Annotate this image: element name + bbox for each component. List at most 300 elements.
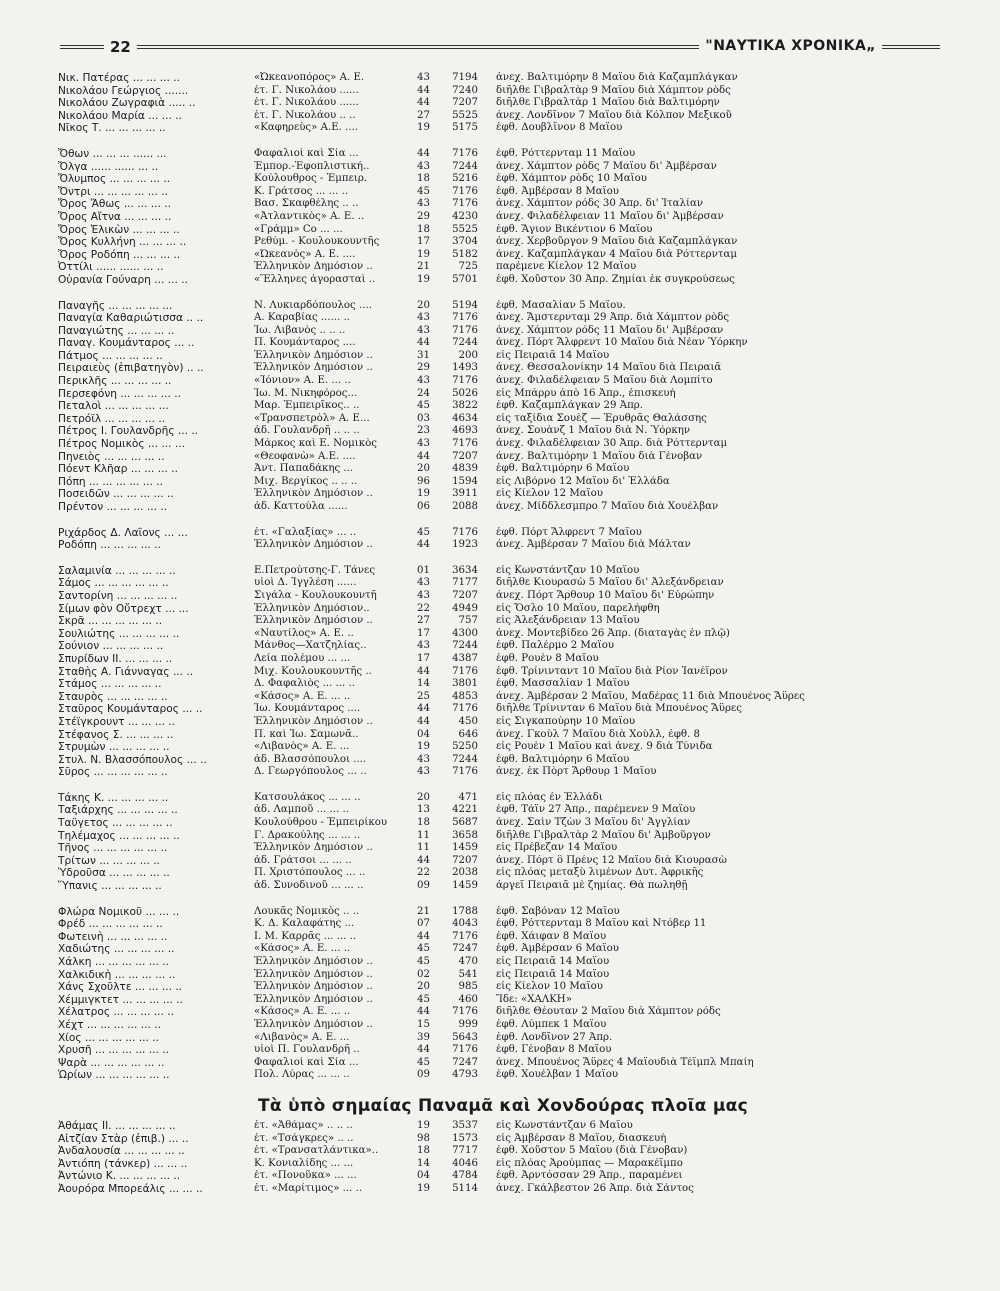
ship-status: ἀνεχ. Μοντεβίδεο 26 Ἀπρ. (διαταγὰς ἐν πλῷ): [496, 627, 730, 639]
ship-tonnage: 7244: [452, 753, 478, 765]
ship-row: [58, 1120, 948, 1133]
ship-owner: «Καφηρεὺς» Α.Ε. ....: [254, 122, 359, 134]
ship-owner: ἐτ. «Γαλαξίας» ... ..: [254, 526, 357, 538]
ship-row: [58, 1133, 948, 1146]
ship-row: [58, 956, 948, 969]
ship-row: [58, 388, 948, 401]
ship-name: Τῆνος ... ... ... ... ... ..: [58, 842, 168, 855]
ship-owner: Λεία πολέμου ... ...: [254, 652, 351, 664]
ship-tonnage: 1923: [452, 539, 478, 551]
ship-name: Σαλαμινία ... ... ... ... ..: [58, 564, 176, 577]
ship-built-year: 44: [417, 703, 430, 715]
ship-owner: υἱοὶ Π. Γουλανδρῆ ..: [254, 1044, 360, 1056]
ship-tonnage: 4853: [452, 690, 478, 702]
ship-tonnage: 3822: [452, 400, 478, 412]
ship-tonnage: 1459: [452, 842, 478, 854]
ship-owner: Ἑλληνικὸν Δημόσιον ..: [254, 261, 373, 273]
ship-tonnage: 5175: [452, 122, 478, 134]
ship-row: [58, 842, 948, 855]
ship-built-year: 21: [417, 905, 430, 917]
ship-status: ἀνεχ. Βαλτιμόρην 1 Μαΐου διὰ Γένοβαν: [496, 450, 703, 462]
ship-tonnage: 200: [458, 349, 478, 361]
ship-owner: «Κάσος» Α. Ε. ... ..: [254, 690, 351, 702]
ship-name: Οὐρανία Γούναρη ... ... ..: [58, 273, 188, 286]
ship-status: ἐφθ. Ἀμβέρσαν 6 Μαΐου: [496, 943, 619, 955]
ship-built-year: 15: [417, 1018, 430, 1030]
ship-built-year: 09: [417, 880, 430, 892]
ship-owner: υἱοὶ Δ. Ἰγγλέση ......: [254, 577, 357, 589]
ship-name: Ταΰγετος ... ... ... ... ..: [58, 817, 173, 830]
ship-tonnage: 2038: [452, 867, 478, 879]
ship-built-year: 45: [417, 526, 430, 538]
ship-status: ἐφθ. Τάϊν 27 Ἀπρ., παρέμενεν 9 Μαΐου: [496, 804, 696, 816]
ship-status: διῆλθε Τρίνινταν 6 Μαΐου διὰ Μπουένος Ἄϋρες: [496, 703, 742, 715]
ship-status: εἰς Πρέβεζαν 14 Μαΐου: [496, 842, 618, 854]
ship-owner: Βασ. Σκαφθέλης .. ..: [254, 198, 359, 210]
ship-row: [58, 261, 948, 274]
ship-row: [58, 590, 948, 603]
ship-name: Περικλῆς ... ... ... ... ..: [58, 375, 172, 388]
ship-owner: «Ἕλληνες ἀγορασταὶ ..: [254, 273, 376, 285]
ship-row: [58, 1057, 948, 1070]
ship-built-year: 19: [417, 1119, 430, 1131]
ship-row: [58, 792, 948, 805]
ship-row: [58, 981, 948, 994]
ship-status: ἐφθ. Χάιφαν 8 Μαΐου: [496, 930, 607, 942]
ship-status: εἰς Κίελον 12 Μαΐου: [496, 488, 603, 500]
ship-built-year: 11: [417, 842, 430, 854]
ship-tonnage: 471: [458, 791, 478, 803]
ship-name: Ὄντρι ... ... ... ... ... ..: [58, 185, 168, 198]
ship-status: ἐφθ. Ἅγιον Βικέντιον 6 Μαΐου: [496, 223, 653, 235]
ship-name: Πειραιεὺς (ἐπιβατηγὸν) .. ..: [58, 362, 204, 375]
ship-built-year: 04: [417, 728, 430, 740]
ship-owner: Κατσουλάκος ... ... ..: [254, 791, 361, 803]
ship-name: Ὄθων ... ... ... ...... ...: [58, 147, 167, 160]
ship-built-year: 44: [417, 539, 430, 551]
ship-name: Ἀουρόρα Μπορεάλις ... ... ..: [58, 1182, 203, 1195]
ship-built-year: 25: [417, 690, 430, 702]
ship-owner: «Ἀτλαντικὸς» Α. Ε. ..: [254, 210, 365, 222]
ship-tonnage: 7194: [452, 72, 478, 83]
ship-name: Περσεφόνη ... ... ... ... ..: [58, 387, 181, 400]
ship-name: Σίμων φὸν Οὔτρεχτ ... ...: [58, 602, 189, 615]
ship-row: [58, 716, 948, 729]
ship-status: ἐφθ. Βαλτιμόρην 6 Μαΐου: [496, 463, 630, 475]
ship-status: ἀνεχ. Ἀμβέρσαν 2 Μαΐου, Μαδέρας 11 διὰ Μπουένος Ἄϋρες: [496, 690, 805, 702]
ship-owner: Φαφαλιοὶ καὶ Σία ...: [254, 147, 359, 159]
ship-row: [58, 451, 948, 464]
ship-status: εἰς ταξίδια Σουὲζ — Ἐρυθρᾶς Θαλάσσης: [496, 412, 707, 424]
ship-status: ἀνεχ. Μπουένος Ἄϋρες 4 Μαΐουδιὰ Τέϊμπλ Μπαίη: [496, 1056, 754, 1068]
ship-tonnage: 5701: [452, 273, 478, 285]
ship-group: [58, 906, 948, 1082]
ship-built-year: 44: [417, 337, 430, 349]
ship-row: [58, 969, 948, 982]
ship-owner: Κ. Γράτσος ... ... ..: [254, 185, 349, 197]
ship-owner: «Ναυτίλος» Α. Ε. ..: [254, 627, 354, 639]
ship-owner: Ε.Πετρούτσης-Γ. Τάνες: [254, 564, 376, 576]
ship-group: [58, 565, 948, 779]
ship-built-year: 03: [417, 412, 430, 424]
ship-name: Στυλ. Ν. Βλασσόπουλος ... ..: [58, 753, 207, 766]
ship-name: Τηλέμαχος ... ... ... ... ..: [58, 829, 180, 842]
ship-owner: Μαρ. Ἐμπειρῖκος.. ..: [254, 400, 360, 412]
ship-tonnage: 3634: [452, 564, 478, 576]
ship-status: εἰς Πειραιᾶ 14 Μαΐου: [496, 956, 610, 967]
ship-tonnage: 470: [458, 956, 478, 967]
ship-tonnage: 3911: [452, 488, 478, 500]
ship-tonnage: 4230: [452, 210, 478, 222]
ship-built-year: 45: [417, 943, 430, 955]
ship-tonnage: 541: [458, 968, 478, 980]
ship-owner: Ρεθύμ. - Κουλουκουντῆς: [254, 236, 380, 248]
ship-built-year: 27: [417, 615, 430, 627]
ship-name: Πέτρος Ι. Γουλανδρῆς ... ..: [58, 425, 199, 438]
ship-tonnage: 5525: [452, 223, 478, 235]
ship-name: Ποσειδῶν ... ... ... ... ..: [58, 488, 174, 501]
ship-row: [58, 804, 948, 817]
ship-row: [58, 224, 948, 237]
ship-row: [58, 666, 948, 679]
ship-tonnage: 2088: [452, 501, 478, 512]
ship-tonnage: 7207: [452, 97, 478, 109]
ship-tonnage: 3537: [452, 1119, 478, 1131]
ship-status: ἀνεχ. Θεσσαλονίκην 14 Μαΐου διὰ Πειραιᾶ: [496, 362, 722, 374]
ship-built-year: 21: [417, 261, 430, 273]
ship-built-year: 43: [417, 198, 430, 210]
ship-owner: «Γράμμ» Co ... ...: [254, 223, 343, 235]
ship-row: [58, 867, 948, 880]
ship-status: ἐφθ. Ρόττερνταμ 8 Μαΐου καὶ Ντόβερ 11: [496, 918, 707, 930]
ship-tonnage: 7207: [452, 589, 478, 601]
ship-built-year: 45: [417, 956, 430, 967]
ship-owner: Ἑλληνικὸν Δημόσιον ..: [254, 488, 373, 500]
ship-row: [58, 400, 948, 413]
ship-owner: Πολ. Λύρας ... ... ..: [254, 1069, 350, 1081]
ship-row: [58, 122, 948, 135]
ship-built-year: 22: [417, 867, 430, 879]
ship-status: εἰς Ὄσλο 10 Μαΐου, παρελήφθη: [496, 602, 660, 614]
ship-tonnage: 7176: [452, 375, 478, 387]
ship-tonnage: 4387: [452, 652, 478, 664]
ship-name: Πρέντον ... ... ... ... ..: [58, 501, 168, 513]
ship-owner: Ἑλληνικὸν Δημόσιον ..: [254, 362, 373, 374]
ship-tonnage: 7207: [452, 450, 478, 462]
ship-tonnage: 1788: [452, 905, 478, 917]
ship-row: [58, 110, 948, 123]
ship-owner: Ἰω. Κουμάνταρος ....: [254, 703, 361, 715]
ship-built-year: 20: [417, 791, 430, 803]
ship-name: Σταυρὸς ... ... ... ... ..: [58, 690, 168, 703]
ship-name: Ριχάρδος Δ. Λαΐονς ... ...: [58, 526, 188, 539]
ship-status: ἐφθ. Δουβλῖνον 8 Μαΐου: [496, 122, 623, 134]
ship-built-year: 44: [417, 147, 430, 159]
ship-tonnage: 5026: [452, 387, 478, 399]
ship-built-year: 44: [417, 84, 430, 96]
ship-status: ἀνεχ. Ἄμστερνταμ 29 Ἀπρ. διὰ Χάμπτον ρὸδς: [496, 312, 730, 324]
ship-status: διῆλθε Γιβραλτὰρ 9 Μαΐου διὰ Χάμπτον ρὸδς: [496, 84, 731, 96]
ship-status: εἰς Λιβόρνο 12 Μαΐου δι' Ἑλλάδα: [496, 475, 670, 487]
ship-name: Φρέδ ... ... ... ... ... ..: [58, 918, 163, 931]
ship-built-year: 23: [417, 425, 430, 437]
ship-owner: ἀδ. Βλασσόπουλοι ....: [254, 753, 367, 765]
ship-built-year: 17: [417, 652, 430, 664]
ship-owner: Ἑλληνικὸν Δημόσιον ..: [254, 842, 373, 854]
ship-tonnage: 985: [458, 981, 478, 993]
ship-status: ἀνεχ. Λονδῖνον 7 Μαΐου διὰ Κόλπον Μεξικοῦ: [496, 109, 732, 121]
ship-row: [58, 640, 948, 653]
ship-status: εἰς Σιγκαπούρην 10 Μαΐου: [496, 715, 636, 727]
ship-built-year: 20: [417, 981, 430, 993]
ship-owner: Δ. Γεωργόπουλος ... ..: [254, 766, 367, 778]
ship-built-year: 18: [417, 223, 430, 235]
ship-owner: Ἰω. Μ. Νικηφόρος...: [254, 387, 358, 399]
ship-status: ἀνεχ. Πόρτ ὂ Πρένς 12 Μαΐου διὰ Κιουρασὼ: [496, 854, 727, 866]
ship-built-year: 14: [417, 1157, 430, 1169]
ship-tonnage: 1594: [452, 475, 478, 487]
ship-tonnage: 7176: [452, 147, 478, 159]
ship-tonnage: 4793: [452, 1069, 478, 1081]
ship-status: ἐφθ. Χουέλβαν 1 Μαΐου: [496, 1069, 619, 1081]
ship-tonnage: 7176: [452, 185, 478, 197]
ship-status: διῆλθε Κιουρασὼ 5 Μαΐου δι' Ἀλεξάνδρειαν: [496, 577, 724, 589]
ship-owner: Φαφαλιοὶ καὶ Σία ...: [254, 1056, 359, 1068]
ship-owner: ἐτ. Γ. Νικολάου .. ..: [254, 109, 356, 121]
ship-built-year: 45: [417, 1056, 430, 1068]
ship-owner: «Ἰόνιον» Α. Ε. ... ..: [254, 375, 351, 387]
ship-status: εἰς Πειραιᾶ 14 Μαΐου: [496, 968, 610, 980]
ship-row: [58, 754, 948, 767]
ship-owner: ἐτ. Γ. Νικολάου ......: [254, 97, 359, 109]
ship-built-year: 39: [417, 1031, 430, 1043]
ship-owner: Π. καὶ Ἰω. Σαμωνᾶ..: [254, 728, 359, 740]
ship-row: [58, 855, 948, 868]
ship-built-year: 18: [417, 817, 430, 829]
ship-built-year: 44: [417, 1006, 430, 1018]
ship-name: Σταθὴς Α. Γιάνναγας ... ..: [58, 665, 194, 678]
ship-owner: Ἑλληνικὸν Δημόσιον ..: [254, 1018, 373, 1030]
ship-row: [58, 653, 948, 666]
ship-row: [58, 501, 948, 514]
ship-row: [58, 97, 948, 110]
ship-name: Ὄρος Ἑλικὼν ... ... ... ..: [58, 223, 180, 236]
ship-row: [58, 1069, 948, 1082]
ship-name: Στέφανος Σ. ... ... ... ..: [58, 728, 174, 741]
ship-built-year: 31: [417, 349, 430, 361]
ship-owner: «Ὠκεανοπόρος» Α. Ε.: [254, 72, 365, 83]
ship-owner: «Λιβανὸς» Α. Ε. ...: [254, 741, 350, 753]
ship-owner: Κ. Κονιαλίδης ... ...: [254, 1157, 354, 1169]
ship-status: ἐφθ. Λύμπεκ 1 Μαΐου: [496, 1018, 607, 1030]
ship-tonnage: 7176: [452, 438, 478, 450]
ship-owner: «Κάσος» Α. Ε. ... ..: [254, 943, 351, 955]
ship-tonnage: 5182: [452, 248, 478, 260]
ship-tonnage: 1573: [452, 1132, 478, 1144]
ship-row: [58, 691, 948, 704]
ship-status: παρέμενε Κίελον 12 Μαΐου: [496, 261, 637, 273]
ship-status: ἀνεχ. Χερβοῦργον 9 Μαΐου διὰ Καζαμπλάγκαν: [496, 236, 738, 248]
ship-built-year: 11: [417, 829, 430, 841]
ship-owner: Ι. Μ. Καρρᾶς ... ... ..: [254, 930, 357, 942]
ship-owner: «Κάσος» Α. Ε. ... ..: [254, 1006, 351, 1018]
ship-name: Σπυρίδων ΙΙ. ... ... ... ..: [58, 652, 173, 665]
ship-status: ἐφθ. Παλέρμο 2 Μαΐου: [496, 640, 615, 652]
ship-status: ἀνεχ. Γκάλβεστον 26 Ἀπρ. διὰ Σάντος: [496, 1182, 694, 1194]
ship-name: Χέμμιγκτετ ... ... ... ... ..: [58, 993, 184, 1006]
ship-tonnage: 646: [458, 728, 478, 740]
ship-name: Νικολάου Ζωγραφιὰ ..... ..: [58, 97, 196, 110]
ship-tonnage: 5194: [452, 299, 478, 311]
ship-owner: Π. Κουμάνταρος ....: [254, 337, 356, 349]
ship-status: ἐφθ. Ρουὲν 8 Μαΐου: [496, 652, 599, 664]
ship-status: ἐφθ. Χάμπτον ρὸδς 10 Μαΐου: [496, 173, 647, 185]
ship-name: Πόπη ... ... ... ... ... ..: [58, 475, 163, 488]
ship-status: ἀνεχ. Βαλτιμόρην 8 Μαΐου διὰ Καζαμπλάγκαν: [496, 72, 738, 83]
ship-built-year: 29: [417, 210, 430, 222]
ship-row: [58, 918, 948, 931]
ship-built-year: 01: [417, 564, 430, 576]
ship-name: Ψαρὰ ... ... ... ... ... ..: [58, 1056, 165, 1069]
ship-row: [58, 476, 948, 489]
ship-owner: Κ. Δ. Καλαφάτης ...: [254, 918, 355, 930]
ship-row: [58, 425, 948, 438]
ship-name: Χέλατρος ... ... ... ... ..: [58, 1006, 175, 1019]
ship-row: [58, 565, 948, 578]
ship-row: [58, 1158, 948, 1171]
ship-owner: Ἐμπορ.-Ἐφοπλιστική..: [254, 160, 370, 172]
ship-row: [58, 85, 948, 98]
ship-owner: ἀδ. Συνοδινοῦ ... ... ..: [254, 880, 364, 892]
ship-row: [58, 1006, 948, 1019]
ship-row: [58, 1170, 948, 1183]
ship-row: [58, 413, 948, 426]
ship-built-year: 98: [417, 1132, 430, 1144]
ship-row: [58, 438, 948, 451]
ship-built-year: 17: [417, 627, 430, 639]
ship-name: Πόεντ Κλῆαρ ... ... ... ..: [58, 463, 178, 476]
ship-status: ἐφθ. Ἀμβέρσαν 8 Μαΐου: [496, 185, 619, 197]
ship-owner: Ἑλληνικὸν Δημόσιον ..: [254, 981, 373, 993]
ship-owner: Ἑλληνικὸν Δημόσιον ..: [254, 349, 373, 361]
ship-owner: ἀδ. Καττούλα ......: [254, 501, 348, 512]
ship-tonnage: 7177: [452, 577, 478, 589]
ship-row: [58, 1145, 948, 1158]
ship-row: [58, 362, 948, 375]
ship-owner: ἀδ. Γράτσοι ... ... ..: [254, 854, 352, 866]
ship-row: [58, 161, 948, 174]
ship-owner: ἐτ. «Ἀθάμας» .. .. ..: [254, 1119, 353, 1131]
ship-status: ἀνεχ. Πόρτ Ἄρθουρ 10 Μαΐου δι' Εὐρώπην: [496, 589, 715, 601]
ship-name: Αἰτζίαν Στὰρ (ἐπιβ.) ... ..: [58, 1132, 189, 1145]
ship-status: ἐφθ. Ἀρντόσσαν 29 Ἀπρ., παραμένει: [496, 1170, 683, 1182]
ship-name: Σάμος ... ... ... ... ... ..: [58, 577, 169, 590]
ship-built-year: 44: [417, 665, 430, 677]
ship-row: [58, 198, 948, 211]
ship-name: Παναγῆς ... ... ... ... ...: [58, 299, 173, 312]
ship-owner: Ἑλληνικὸν Δημόσιον ..: [254, 968, 373, 980]
ship-row: [58, 1019, 948, 1032]
ship-name: Πέτρος Νομικὸς ... ... ...: [58, 438, 185, 451]
ship-owner: «Θεοφανὼ» Α.Ε. ....: [254, 450, 356, 462]
ship-row: [58, 539, 948, 552]
ship-name: Χρυσῆ ... ... ... ... ... ..: [58, 1044, 169, 1057]
ship-tonnage: 3704: [452, 236, 478, 248]
ship-row: [58, 325, 948, 338]
ship-row: [58, 906, 948, 919]
ship-tonnage: 7244: [452, 160, 478, 172]
ship-status: εἰς πλόας Ἀρούμπας — Μαρακέϊμπο: [496, 1157, 683, 1169]
ship-name: Πηνειὸς ... ... ... ... ..: [58, 450, 165, 463]
ship-row: [58, 236, 948, 249]
ship-owner: ἐτ. «Πονοῦκα» ... ...: [254, 1170, 357, 1182]
ship-name: Παναγία Καθαριώτισσα .. ..: [58, 312, 204, 325]
ship-name: Ὡρίων ... ... ... ... ... ..: [58, 1069, 170, 1082]
ship-name: Πεταλοὶ ... ... ... ... ...: [58, 400, 169, 413]
ship-list: [58, 72, 948, 1209]
ship-row: [58, 1032, 948, 1045]
ship-name: Ὄρος Αἴτνα ... ... ... ..: [58, 210, 172, 223]
ship-built-year: 43: [417, 312, 430, 324]
ship-tonnage: 3658: [452, 829, 478, 841]
ship-name: Παναγιώτης ... ... ... ..: [58, 324, 175, 337]
ship-owner: Κουλούθρου - Ἐμπειρίκου: [254, 817, 388, 829]
ship-status: ἀργεῖ Πειραιᾶ μὲ ζημίας. Θὰ πωληθῇ: [496, 880, 688, 892]
ship-name: Χάλκη ... ... ... ... ... ..: [58, 956, 169, 968]
ship-tonnage: 7176: [452, 1006, 478, 1018]
ship-owner: Ἑλληνικὸν Δημόσιον..: [254, 602, 370, 614]
ship-status: ἀνεχ. Σαὶν Τζὼν 3 Μαΐου δι' Ἀγγλίαν: [496, 817, 691, 829]
ship-row: [58, 337, 948, 350]
ship-owner: Α. Καραβίας ...... ..: [254, 312, 351, 324]
ship-built-year: 02: [417, 968, 430, 980]
ship-owner: Ἰω. Λιβανὸς .. .. ..: [254, 324, 346, 336]
ship-row: [58, 603, 948, 616]
ship-status: ἐφθ. Χοῦστον 30 Ἀπρ. Ζημίαι ἐκ συγκρούσεως: [496, 273, 735, 285]
ship-status: ἐφθ. Τρίνινταντ 10 Μαΐου διὰ Ρίον Ἰανέϊρον: [496, 665, 728, 677]
ship-owner: Μάνθος—Χατζηλίας..: [254, 640, 367, 652]
ship-tonnage: 4839: [452, 463, 478, 475]
ship-status: διῆλθε Θέουταν 2 Μαΐου διὰ Χάμπτον ρόδς: [496, 1006, 721, 1018]
ship-tonnage: 7176: [452, 312, 478, 324]
ship-status: ἀνεχ. Χάμπτον ρὸδς 7 Μαΐου δι' Ἀμβέρσαν: [496, 160, 717, 172]
ship-tonnage: 4784: [452, 1170, 478, 1182]
ship-status: ἐφθ. Μασαλίαν 5 Μαΐου.: [496, 299, 626, 311]
ship-owner: Ν. Λυκιαρδόπουλος ....: [254, 299, 372, 311]
ship-built-year: 27: [417, 109, 430, 121]
ship-name: Σουλιώτης ... ... ... ... ..: [58, 627, 180, 640]
ship-name: Ὄρος Ροδόπη ... ... ... ..: [58, 248, 181, 261]
ship-tonnage: 7247: [452, 1056, 478, 1068]
ship-status: ἀνεχ. Μίδδλεσμπρο 7 Μαΐου διὰ Χουέλβαν: [496, 501, 719, 512]
ship-row: [58, 72, 948, 85]
ship-owner: ἐτ. «Μαρίτιμος» ... ..: [254, 1182, 363, 1194]
ship-status: ἀνεχ. Ἀμβέρσαν 7 Μαΐου διὰ Μάλταν: [496, 539, 691, 551]
ship-built-year: 44: [417, 854, 430, 866]
ship-row: [58, 577, 948, 590]
ship-status: ἐφθ. Μασσαλίαν 1 Μαΐου: [496, 678, 630, 690]
ship-name: Φωτεινὴ ... ... ... ... ..: [58, 930, 168, 943]
ship-built-year: 43: [417, 640, 430, 652]
ship-tonnage: 4634: [452, 412, 478, 424]
ship-row: [58, 488, 948, 501]
ship-owner: Ἑλληνικὸν Δημόσιον ..: [254, 956, 373, 967]
ship-name: Σταῦρος Κουμάνταρος ... ..: [58, 703, 203, 716]
ship-status: ἐφθ. Πόρτ Ἄλφρεντ 7 Μαΐου: [496, 526, 642, 538]
ship-owner: ἐτ. «Τσάγκρες» .. ..: [254, 1132, 354, 1144]
ship-name: Ὄλγα ...... ...... ... ..: [58, 160, 159, 173]
ship-built-year: 17: [417, 236, 430, 248]
